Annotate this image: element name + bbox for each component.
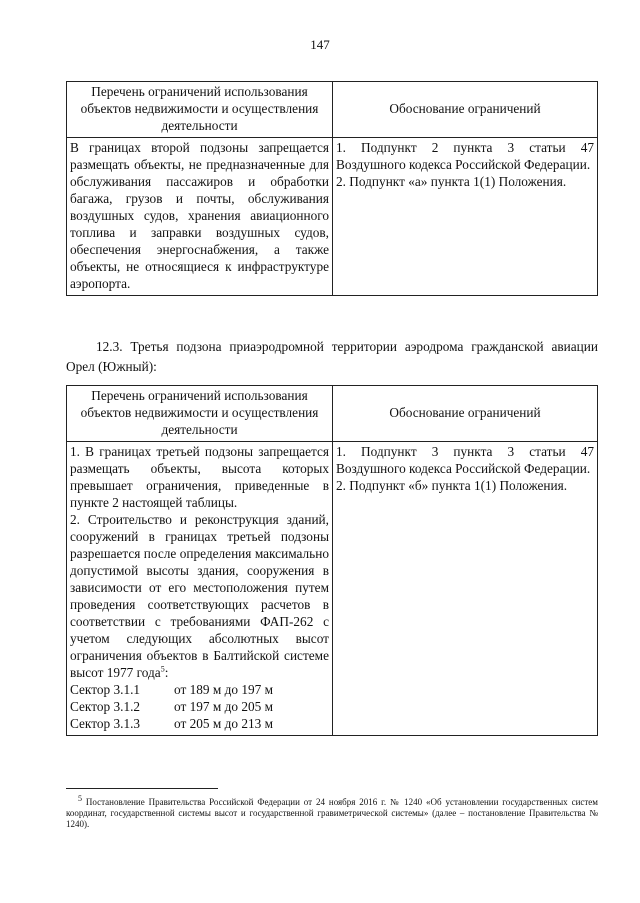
footnote [66,794,598,830]
header-restrictions-list: Перечень ограничений использования объектов недвижимости и осуществления деятельности [67,386,333,442]
justification-item-1: 1. Подпункт 2 пункта 3 статьи 47 Воздушного кодекса Российской Федерации. [336,140,594,172]
page-number: 147 [310,37,330,52]
justification-item-1: 1. Подпункт 3 пункта 3 статьи 47 Воздушного кодекса Российской Федерации. [336,444,594,476]
header-justification: Обоснование ограничений [333,82,598,138]
table-header-row [67,82,598,138]
restriction-item-2 [70,511,329,681]
sector-name: Сектор 3.1.3 [70,716,141,731]
restrictions-table-subzone-3 [66,385,598,736]
restrictions-table-subzone-2 [66,81,598,296]
sector-height-range: от 205 м до 213 м [174,716,274,731]
sector-row [70,715,329,732]
justification-item-2: 2. Подпункт «б» пункта 1(1) Положения. [336,478,568,493]
restriction-item-2-colon: : [164,665,169,680]
restriction-item-1: 1. В границах третьей подзоны запрещается размещать объекты, высота которых превышает ограничения, приведенные в пункте 2 настоящей таблицы. [70,444,329,510]
justification-item-2: 2. Подпункт «а» пункта 1(1) Положения. [336,174,567,189]
section-heading: 12.3. Третья подзона приаэродромной территории аэродрома гражданской авиации Орел (Южный): [66,339,598,374]
table-row [67,138,598,296]
restriction-item-2-text: 2. Строительство и реконструкция зданий, сооружений в границах третьей подзоны разрешается после определения максимально допустимой высоты здания, сооружения в зависимости от его местоположения путем проведения соответствующих расчетов в соответствии с требованиями ФАП-262 с учетом следующих абсолютных высот ограничения объектов в Балтийской системе высот 1977 года [70,512,329,680]
header-restrictions-list: Перечень ограничений использования объектов недвижимости и осуществления деятельности [67,82,333,138]
table-row [67,442,598,736]
sector-name: Сектор 3.1.2 [70,699,141,714]
sector-height-range: от 197 м до 205 м [174,699,274,714]
footnote-text: Постановление Правительства Российской Федерации от 24 ноября 2016 г. № 1240 «Об установлении государственных систем координат, государственной системы высот и государственной гравиметрической системы» (далее – постановление Правительства № 1240). [66,797,598,829]
footnote-number: 5 [78,794,82,803]
sector-height-range: от 189 м до 197 м [174,682,274,697]
sector-row [70,681,329,698]
sector-name: Сектор 3.1.1 [70,682,141,697]
sector-row [70,698,329,715]
restriction-cell [67,442,333,736]
justification-cell [333,442,598,736]
restriction-cell [67,138,333,296]
footnote-divider [66,788,218,789]
table-header-row [67,386,598,442]
header-justification: Обоснование ограничений [333,386,598,442]
restriction-text: В границах второй подзоны запрещается размещать объекты, не предназначенные для обслуживания пассажиров и обработки багажа, грузов и почты, обслуживания воздушных судов, хранения авиационного топлива и заправки воздушных судов, обеспечения энергоснабжения, а также объекты, не относящиеся к инфраструктуре аэропорта. [70,140,329,291]
justification-cell [333,138,598,296]
footnote-reference[interactable]: 5 [160,664,165,674]
